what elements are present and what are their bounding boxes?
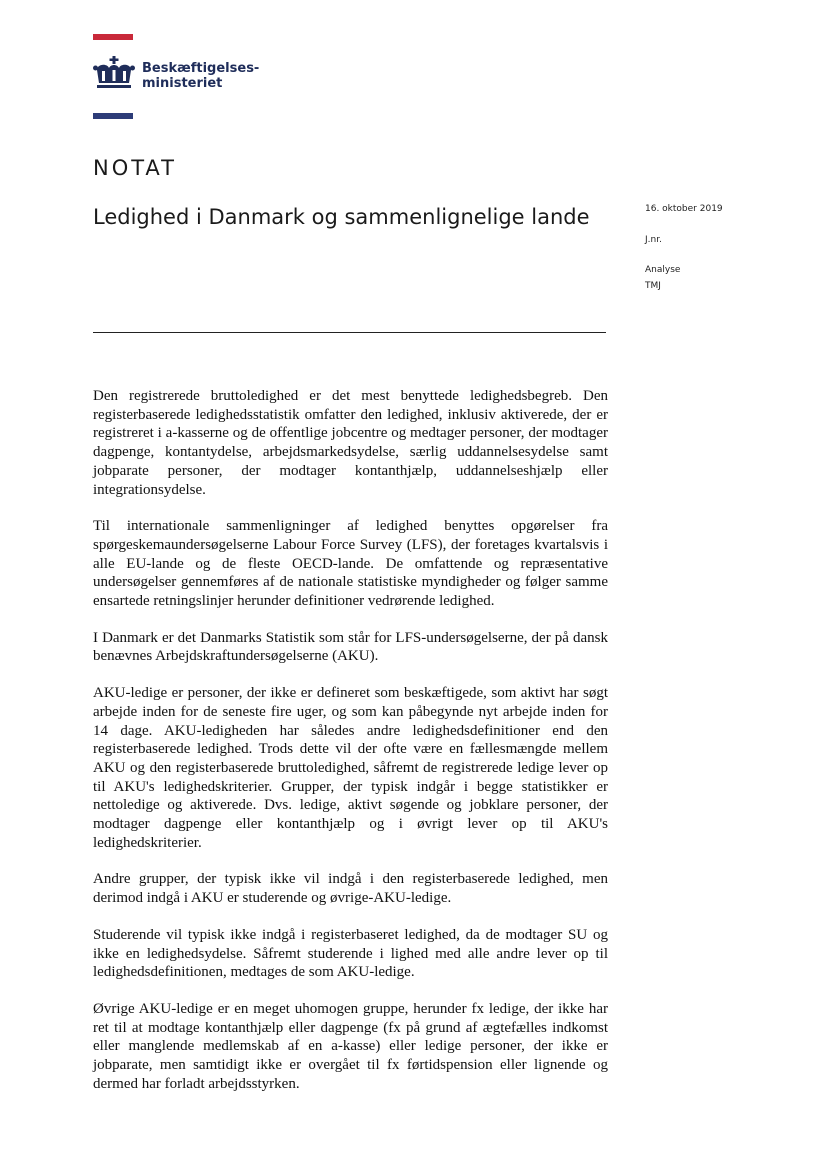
ministry-name-line1: Beskæftigelses- xyxy=(142,61,260,76)
paragraph: AKU-ledige er personer, der ikke er defineret som beskæftigede, som aktivt har søgt arbejde inden for de seneste fire uger, og som kan påbegynde nyt arbejde inden for 14 dage. AKU-ledigheden har således andre ledighedsdefinitioner end den registerbaserede ledighed. Trods dette vil der ofte være en fællesmængde mellem AKU og den registerbaserede bruttoledighed, såfremt de registrerede ledige lever op til AKU's ledighedskriterier. Grupper, der typisk indgår i begge statistikker er nettoledige og aktiverede. Dvs. ledige, aktivt søgende og jobklare personer, der modtager dagpenge eller kontanthjælp og i øvrigt lever op til AKU's ledighedskriterier. xyxy=(93,685,608,851)
document-type: NOTAT xyxy=(93,156,177,180)
blue-accent-bar xyxy=(93,113,133,119)
document-body xyxy=(93,387,608,1112)
document-title: Ledighed i Danmark og sammenlignelige lande xyxy=(93,205,590,229)
paragraph: Den registrerede bruttoledighed er det mest benyttede ledighedsbegreb. Den registerbaserede ledighedsstatistik omfatter den ledighed, inklusiv aktiverede, der er registreret i a-kasserne og de offentlige jobcentre og medtager personer, der modtager dagpenge, kontantydelse, arbejdsmarkedsydelse, særlig uddannelsesydelse samt jobparate personer, der modtager kontanthjælp, uddannelseshjælp eller integrationsydelse. xyxy=(93,388,608,498)
paragraph: Til internationale sammenligninger af ledighed benyttes opgørelser fra spørgeskemaundersøgelserne Labour Force Survey (LFS), der foretages kvartalsvis i alle EU-lande og de fleste OECD-lande. De omfattende og repræsentative undersøgelser gennemføres af de nationale statistiske myndigheder og følger samme ensartede retningslinjer herunder definitioner vedrørende ledighed. xyxy=(93,518,608,610)
title-divider xyxy=(93,332,606,333)
paragraph: I Danmark er det Danmarks Statistik som står for LFS-undersøgelserne, der på dansk benævnes Arbejdskraftundersøgelserne (AKU). xyxy=(93,629,608,665)
author-initials: TMJ xyxy=(645,281,661,291)
paragraph: Øvrige AKU-ledige er en meget uhomogen gruppe, herunder fx ledige, der ikke har ret til at modtage kontanthjælp eller dagpenge (fx på grund af ægtefælles indkomst eller manglende medlemskab af en a-kasse) eller ledige personer, der ikke er jobparate, men samtidigt ikke er overgået til fx førtidspension eller lignende og dermed har forladt arbejdsstyrken. xyxy=(93,1000,608,1092)
paragraph: Andre grupper, der typisk ikke vil indgå i den registerbaserede ledighed, men derimod indgå i AKU er studerende og øvrige-AKU-ledige. xyxy=(93,871,608,907)
paragraph: Studerende vil typisk ikke indgå i registerbaseret ledighed, da de modtager SU og ikke en ledighedsydelse. Såfremt studerende i lighed med alle andre lever op til ledighedsdefinitionen, medtages de som AKU-ledige. xyxy=(93,926,608,981)
document-date: 16. oktober 2019 xyxy=(645,204,723,214)
ministry-name-line2: ministeriet xyxy=(142,76,223,91)
red-accent-bar xyxy=(93,34,133,40)
journal-number: J.nr. xyxy=(645,235,662,245)
department: Analyse xyxy=(645,265,681,275)
ministry-name xyxy=(142,61,259,91)
crown-logo-icon xyxy=(93,56,135,92)
